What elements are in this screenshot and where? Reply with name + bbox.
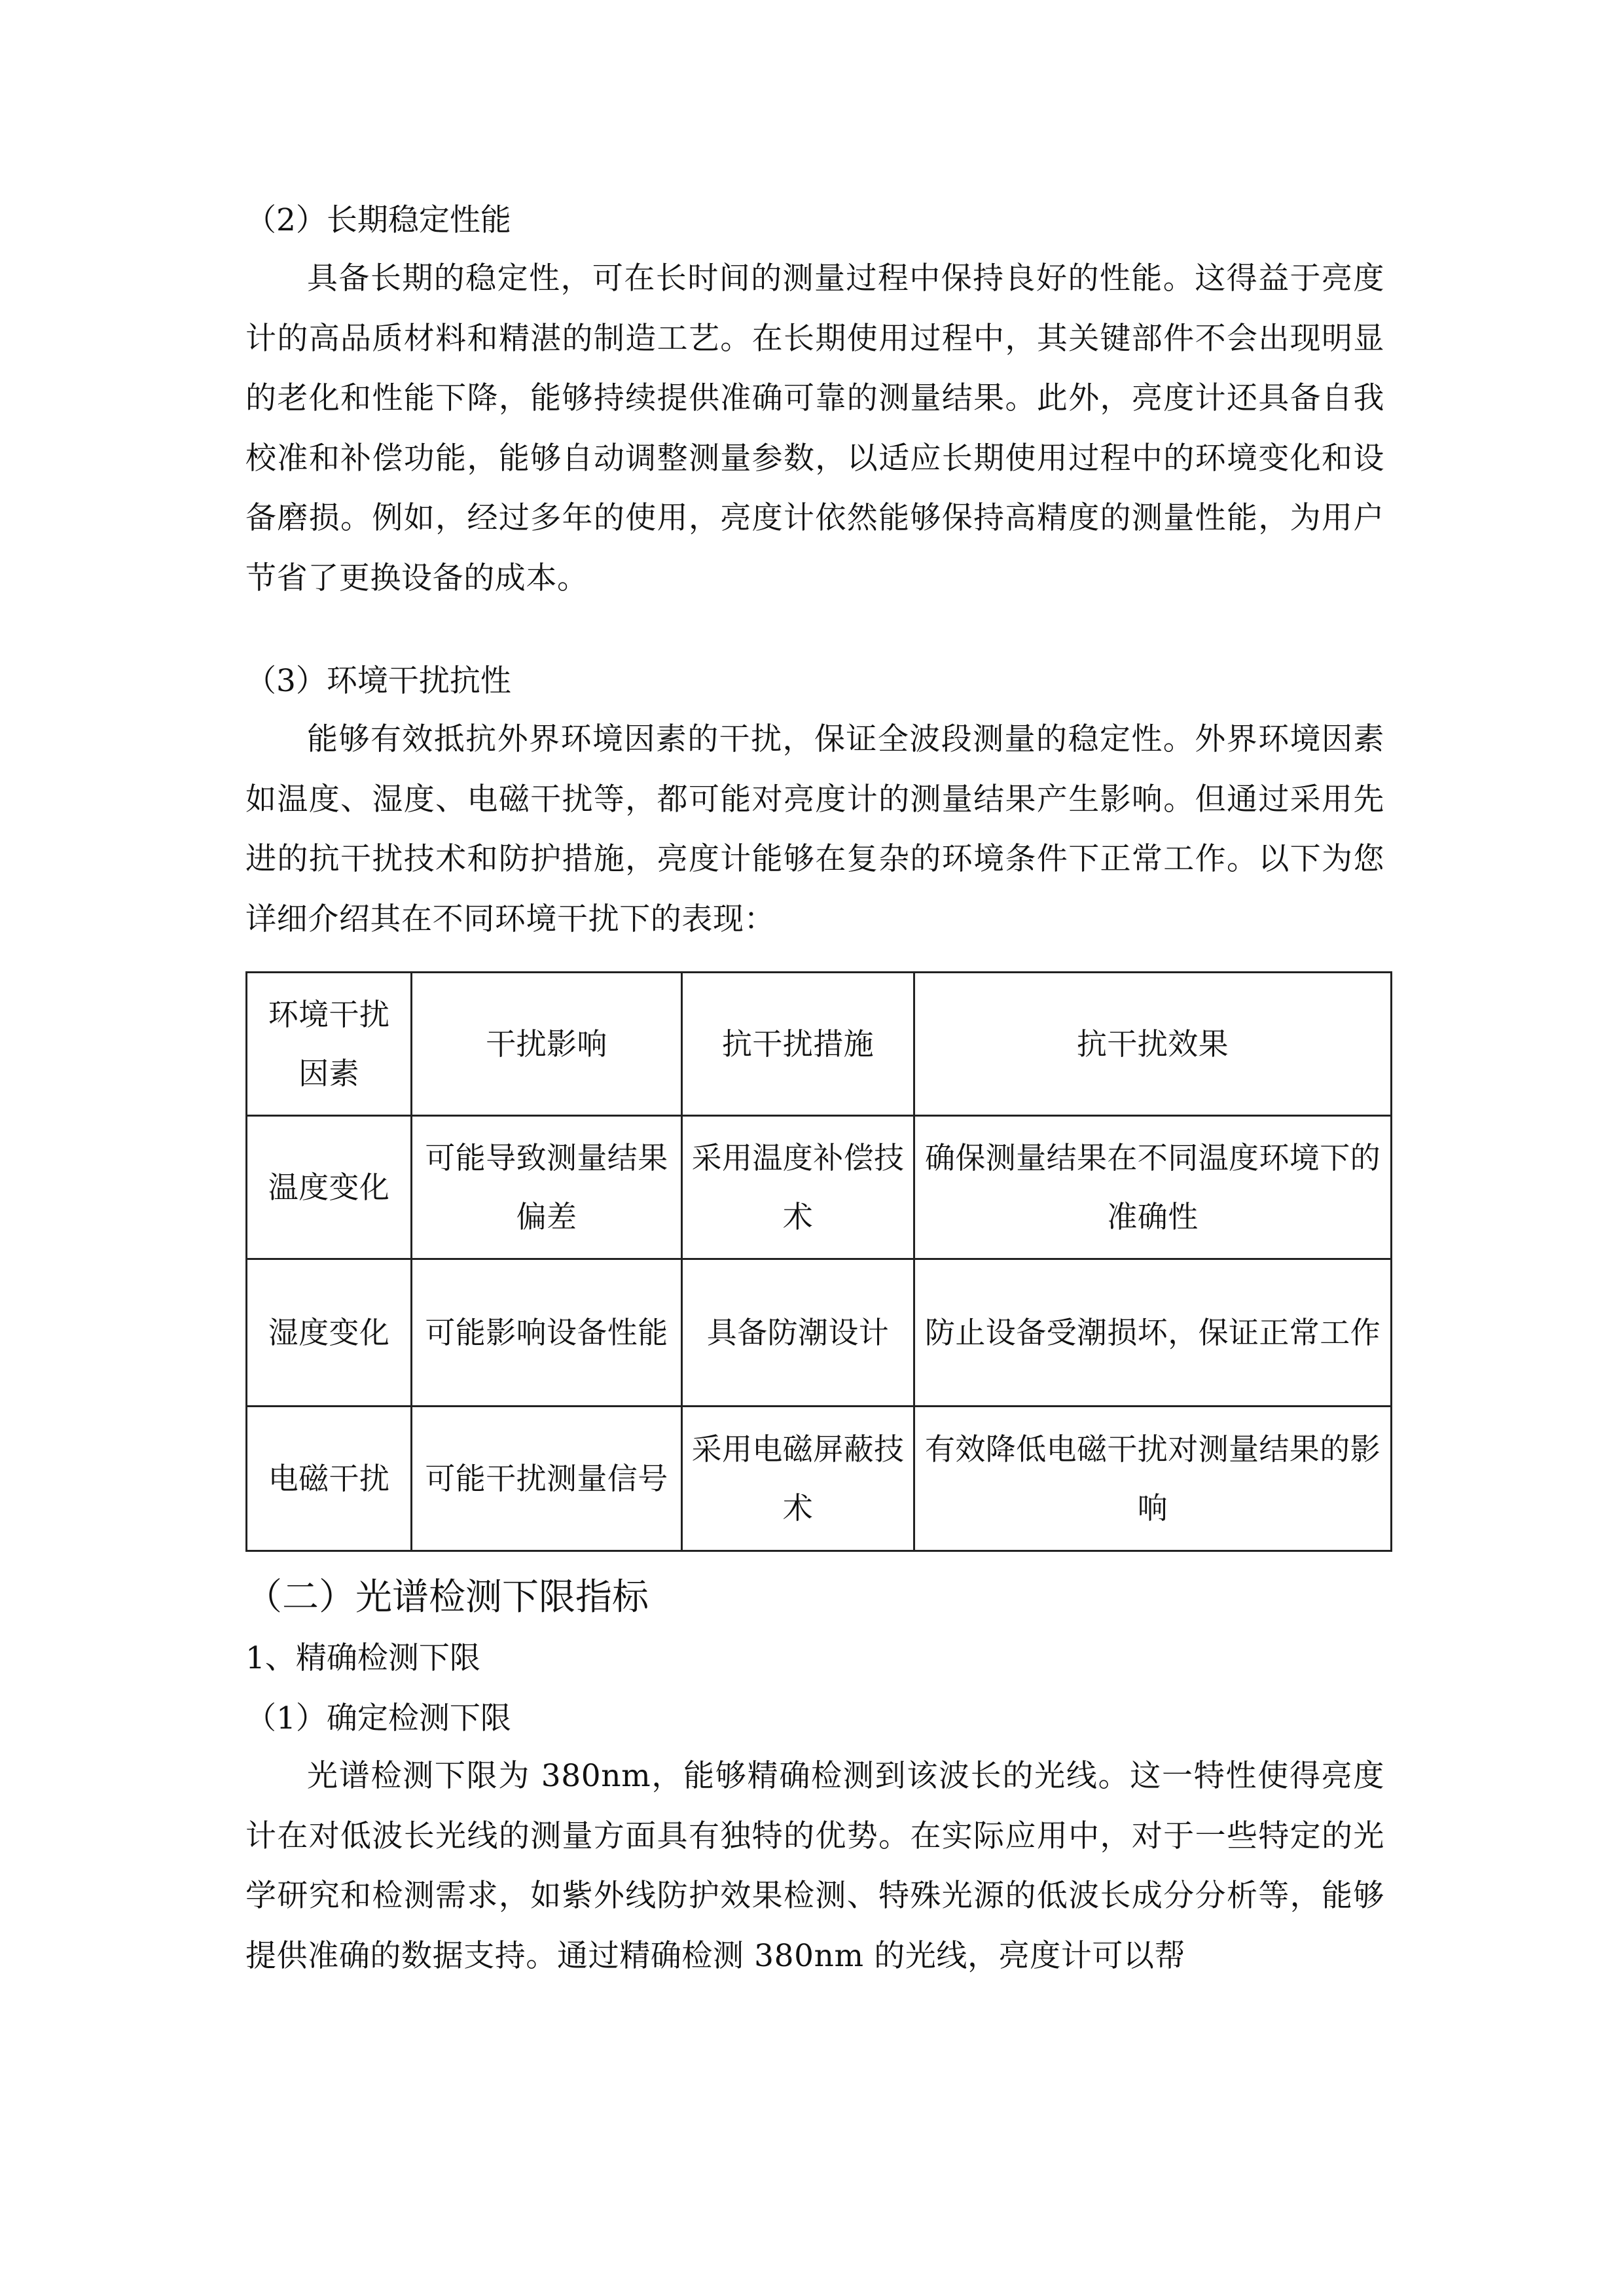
table-row bbox=[247, 1259, 1392, 1407]
table-header-cell: 环境干扰因素 bbox=[247, 973, 412, 1116]
chapter-title-spectral-detection-limit: （二）光谱检测下限指标 bbox=[245, 1576, 649, 1619]
section-title-environment-resistance: （3）环境干扰抗性 bbox=[245, 663, 511, 699]
table-cell: 湿度变化 bbox=[247, 1259, 412, 1407]
table-header-cell: 干扰影响 bbox=[412, 973, 682, 1116]
table-cell: 采用温度补偿技术 bbox=[682, 1116, 914, 1259]
table-cell: 确保测量结果在不同温度环境下的准确性 bbox=[914, 1116, 1392, 1259]
table-cell: 具备防潮设计 bbox=[682, 1259, 914, 1407]
paragraph-environment-resistance: 能够有效抵抗外界环境因素的干扰，保证全波段测量的稳定性。外界环境因素如温度、湿度、电磁干扰等，都可能对亮度计的测量结果产生影响。但通过采用先进的抗干扰技术和防护措施，亮度计能够在复杂的环境条件下正常工作。以下为您详细介绍其在不同环境干扰下的表现： bbox=[245, 721, 1384, 937]
table-cell: 采用电磁屏蔽技术 bbox=[682, 1407, 914, 1551]
paragraph-long-term-stability: 具备长期的稳定性，可在长时间的测量过程中保持良好的性能。这得益于亮度计的高品质材料和精湛的制造工艺。在长期使用过程中，其关键部件不会出现明显的老化和性能下降，能够持续提供准确可靠的测量结果。此外，亮度计还具备自我校准和补偿功能，能够自动调整测量参数，以适应长期使用过程中的环境变化和设备磨损。例如，经过多年的使用，亮度计依然能够保持高精度的测量性能，为用户节省了更换设备的成本。 bbox=[245, 260, 1384, 596]
table-header-cell: 抗干扰效果 bbox=[914, 973, 1392, 1116]
table-cell: 可能影响设备性能 bbox=[412, 1259, 682, 1407]
table-cell: 防止设备受潮损坏，保证正常工作 bbox=[914, 1259, 1392, 1407]
table-header-cell: 抗干扰措施 bbox=[682, 973, 914, 1116]
section-title-long-term-stability: （2）长期稳定性能 bbox=[245, 202, 511, 238]
table-row bbox=[247, 1407, 1392, 1551]
table-cell: 可能导致测量结果偏差 bbox=[412, 1116, 682, 1259]
table-cell: 温度变化 bbox=[247, 1116, 412, 1259]
table-cell: 可能干扰测量信号 bbox=[412, 1407, 682, 1551]
table-cell: 有效降低电磁干扰对测量结果的影响 bbox=[914, 1407, 1392, 1551]
table-cell: 电磁干扰 bbox=[247, 1407, 412, 1551]
subsection-title-determine-limit: （1）确定检测下限 bbox=[245, 1700, 511, 1736]
interference-table bbox=[245, 971, 1392, 1552]
table-row bbox=[247, 1116, 1392, 1259]
table-header-row bbox=[247, 973, 1392, 1116]
paragraph-determine-limit: 光谱检测下限为 380nm，能够精确检测到该波长的光线。这一特性使得亮度计在对低波长光线的测量方面具有独特的优势。在实际应用中，对于一些特定的光学研究和检测需求，如紫外线防护效果检测、特殊光源的低波长成分分析等，能够提供准确的数据支持。通过精确检测 380nm 的光线，亮度计可以帮 bbox=[245, 1758, 1384, 1974]
subsection-title-precise-detection: 1、精确检测下限 bbox=[245, 1640, 480, 1676]
